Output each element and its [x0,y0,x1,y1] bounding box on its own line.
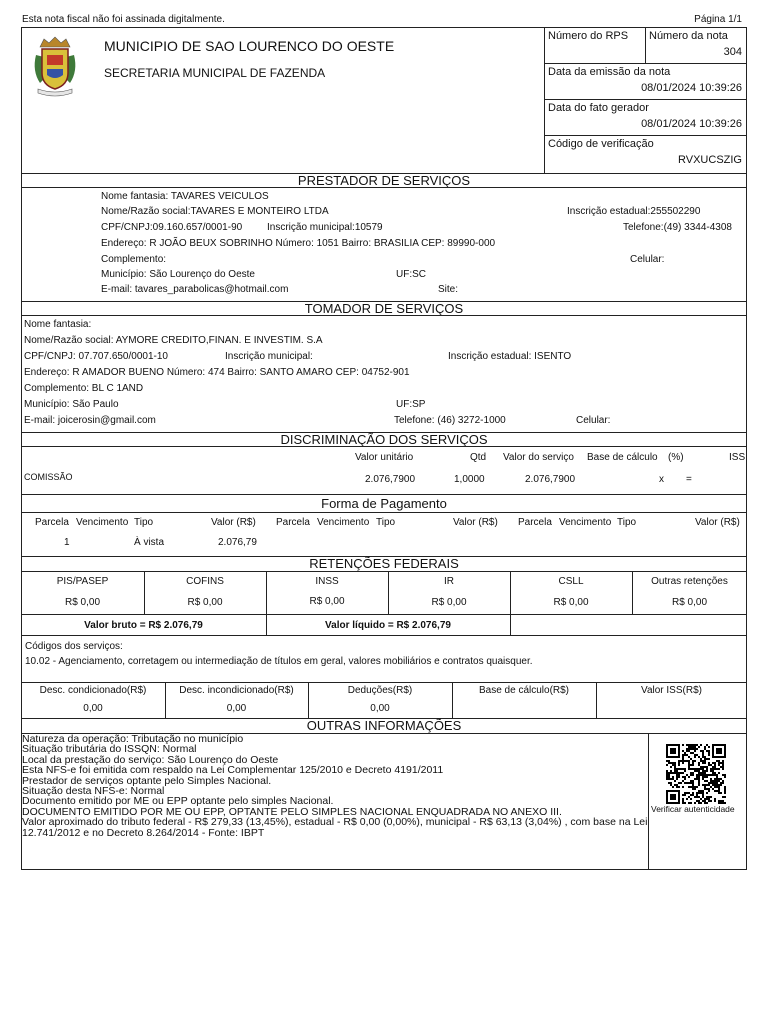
taker-email: E-mail: joicerosin@gmail.com [24,415,156,426]
inss-label: INSS [315,576,339,587]
note-number: 304 [723,46,742,58]
taker-municipal-registration: Inscrição municipal: [225,351,313,362]
gross-value: Valor bruto = R$ 2.076,79 [84,620,203,631]
service-description: COMISSÃO [24,472,73,482]
cofins-value: R$ 0,00 [187,597,223,608]
emission-date-label: Data da emissão da nota [548,66,671,78]
payment-type: À vista [134,537,165,548]
verification-code: RVXUCSZIG [678,154,742,166]
municipal-coat-of-arms [32,33,78,97]
calculation-base-header: Base de cálculo [587,452,658,463]
other-info-section-title: OUTRAS INFORMAÇÕES [306,718,462,733]
taker-fantasy-name: Nome fantasia: [24,319,92,330]
taker-state-registration: Inscrição estadual: ISENTO [448,351,572,362]
other-info-line: Local da prestação do serviço: São Lourenço do Oeste [22,753,279,766]
service-unit-value: 2.076,7900 [365,474,416,485]
service-value: 2.076,7900 [525,474,576,485]
iss-header: ISS [729,452,746,463]
other-retentions-value: R$ 0,00 [671,597,708,608]
net-value: Valor líquido = R$ 2.076,79 [325,620,451,631]
other-info-line: Natureza da operação: Tributação no município [22,733,244,745]
provider-complement: Complemento: [101,254,167,265]
fact-date-label: Data do fato gerador [548,102,649,114]
taker-cnpj: CPF/CNPJ: 07.707.650/0001-10 [24,351,168,362]
inss-value: R$ 0,00 [309,596,345,607]
other-info-line: Valor aproximado do tributo federal - R$ 279,33 (13,45%), estadual - R$ 0,00 (0,00%), municipal - R$ 63,13 (3,04%) , com base na Lei [22,816,648,829]
taker-address: Endereço: R AMADOR BUENO Número: 474 Bairro: SANTO AMARO CEP: 04752-901 [24,367,410,378]
qr-code[interactable] [666,744,726,804]
quantity-header: Qtd [470,452,487,463]
signature-notice: Esta nota fiscal não foi assinada digitalmente. [22,14,225,25]
service-codes-label: Códigos dos serviços: [25,641,123,652]
taker-city: Município: São Paulo [24,399,119,410]
fact-date: 08/01/2024 10:39:26 [641,118,742,130]
type-header-2: Tipo [376,517,396,528]
other-retentions-label: Outras retenções [651,576,728,587]
provider-uf: UF:SC [396,269,426,280]
service-x-mark: x [659,474,664,485]
taker-complement: Complemento: BL C 1AND [24,383,144,394]
conditional-discount-value: 0,00 [83,703,103,714]
provider-site: Site: [438,284,459,295]
taker-uf: UF:SP [396,399,426,410]
provider-fantasy-name: Nome fantasia: TAVARES VEICULOS [101,191,269,202]
unconditional-discount-label: Desc. incondicionado(R$) [179,685,294,696]
cofins-label: COFINS [186,576,224,587]
conditional-discount-label: Desc. condicionado(R$) [39,685,147,696]
other-info-line: Situação tributária do ISSQN: Normal [22,743,197,756]
installment-amount: 2.076,79 [218,537,257,548]
installment-header-1: Parcela [35,517,69,528]
ir-value: R$ 0,00 [431,597,467,608]
provider-section-title: PRESTADOR DE SERVIÇOS [297,173,471,188]
unconditional-discount-value: 0,00 [226,703,247,714]
csll-value: R$ 0,00 [553,597,589,608]
service-quantity: 1,0000 [454,474,485,485]
service-code-item: 10.02 - Agenciamento, corretagem ou intermediação de títulos em geral, valores mobiliários e contratos quaisquer. [25,656,533,667]
taker-cell: Celular: [576,415,611,426]
pis-pasep-value: R$ 0,00 [64,597,101,608]
csll-label: CSLL [558,576,584,587]
amount-header-2: Valor (R$) [453,517,498,528]
installment-header-3: Parcela [518,517,552,528]
note-number-label: Número da nota [649,30,728,42]
service-equals-mark: = [686,474,692,485]
provider-cnpj: CPF/CNPJ:09.160.657/0001-90 [101,222,243,233]
provider-state-registration: Inscrição estadual:255502290 [567,206,701,217]
ir-label: IR [444,576,454,587]
percent-header: (%) [668,452,684,463]
verification-code-label: Código de verificação [548,138,654,150]
page-number: Página 1/1 [694,14,742,25]
provider-address: Endereço: R JOÃO BEUX SOBRINHO Número: 1051 Bairro: BRASILIA CEP: 89990-000 [101,238,496,249]
calc-base-label: Base de cálculo(R$) [478,685,570,696]
due-date-header-1: Vencimento [76,517,129,528]
emission-date: 08/01/2024 10:39:26 [641,82,742,94]
installment-header-2: Parcela [276,517,310,528]
unit-value-header: Valor unitário [355,452,414,463]
verify-authenticity-label: Verificar autenticidade [651,804,735,814]
pis-pasep-label: PIS/PASEP [56,576,109,587]
services-section-title: DISCRIMINAÇÃO DOS SERVIÇOS [280,432,488,447]
deductions-label: Deduções(R$) [347,685,413,696]
type-header-3: Tipo [617,517,637,528]
rps-number-label: Número do RPS [548,30,629,42]
installment-number: 1 [64,537,70,548]
iss-value-label: Valor ISS(R$) [641,685,702,696]
provider-cell: Celular: [630,254,665,265]
due-date-header-3: Vencimento [559,517,612,528]
other-info-line: Prestador de serviços optante pelo Simples Nacional. [22,774,272,787]
other-info-line: Esta NFS-e foi emitida com respaldo na Lei Complementar 125/2010 e Decreto 4191/2011 [22,764,444,777]
taker-phone: Telefone: (46) 3272-1000 [394,415,506,426]
due-date-header-2: Vencimento [317,517,370,528]
amount-header-1: Valor (R$) [211,517,256,528]
retentions-section-title: RETENÇÕES FEDERAIS [309,556,459,571]
taker-section-title: TOMADOR DE SERVIÇOS [304,301,464,316]
amount-header-3: Valor (R$) [695,517,740,528]
taker-company-name: Nome/Razão social: AYMORE CREDITO,FINAN. E INVESTIM. S.A [24,335,323,346]
provider-email: E-mail: tavares_parabolicas@hotmail.com [101,284,289,295]
service-value-header: Valor do serviço [503,452,574,463]
provider-company-name: Nome/Razão social:TAVARES E MONTEIRO LTDA [101,206,329,217]
provider-municipal-registration: Inscrição municipal:10579 [267,222,383,233]
payment-section-title: Forma de Pagamento [321,496,447,511]
other-info-line: Situação desta NFS-e: Normal [22,785,165,798]
other-info-line: 12.741/2012 e no Decreto 8.264/2014 - Fonte: IBPT [22,826,265,839]
other-info-line: Documento emitido por ME ou EPP optante pelo simples Nacional. [22,795,334,808]
other-info-line: DOCUMENTO EMITIDO POR ME OU EPP, OPTANTE PELO SIMPLES NACIONAL ENQUADRADA NO ANEXO III. [22,805,562,818]
other-info-text [22,734,647,838]
municipality-title: MUNICIPIO DE SAO LOURENCO DO OESTE [104,38,395,54]
deductions-value: 0,00 [370,703,390,714]
provider-city: Município: São Lourenço do Oeste [101,269,255,280]
department-title: SECRETARIA MUNICIPAL DE FAZENDA [104,66,326,80]
type-header-1: Tipo [134,517,154,528]
provider-phone: Telefone:(49) 3344-4308 [623,222,732,233]
